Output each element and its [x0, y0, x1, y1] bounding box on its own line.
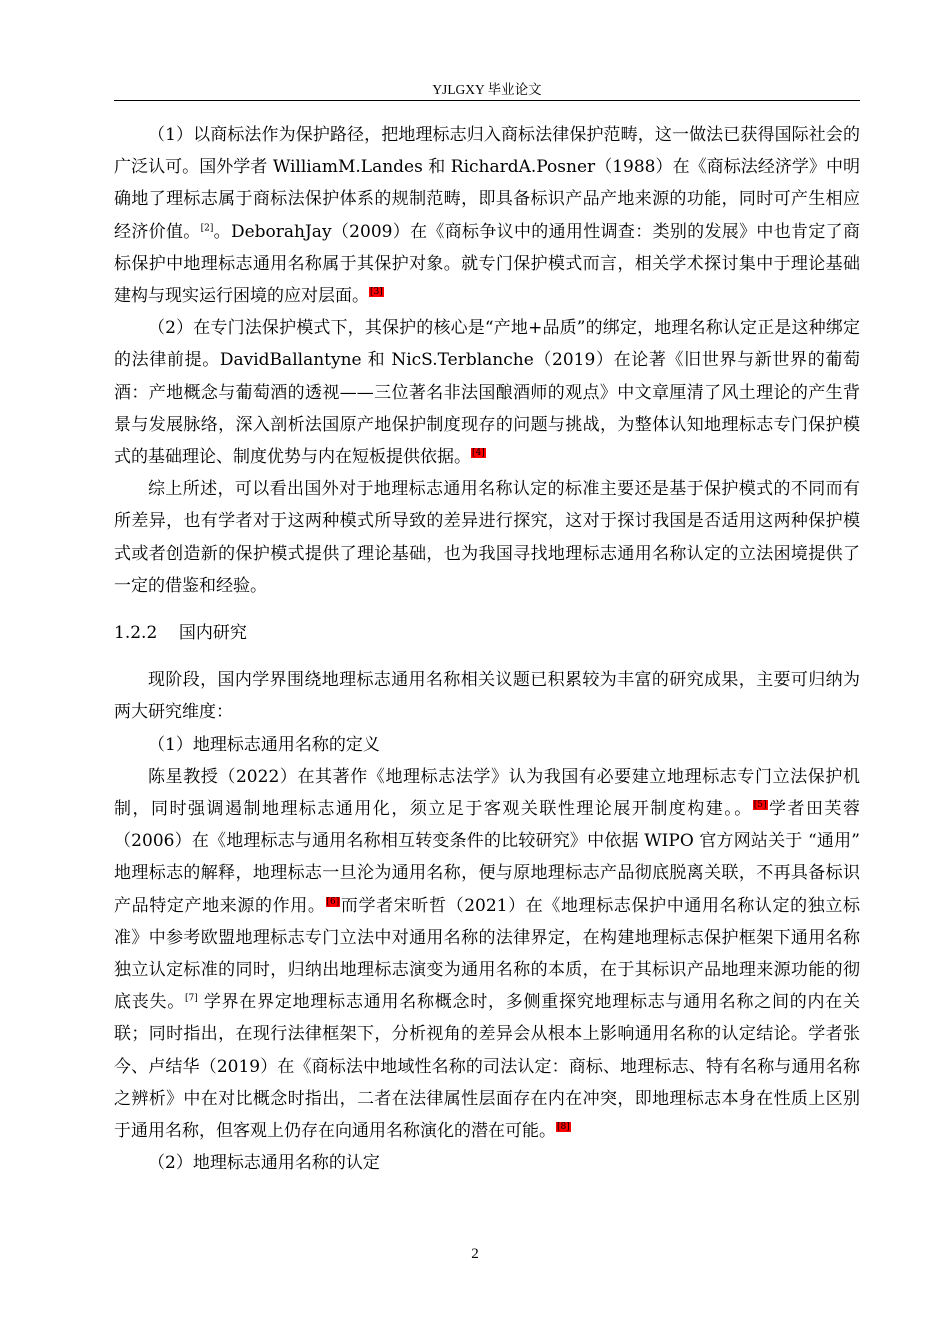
subheading-identification: （2）地理标志通用名称的认定 [148, 1153, 380, 1174]
paragraph-trademark-protection [114, 119, 860, 312]
document-body [114, 119, 860, 1180]
citation-ref-highlighted: [4] [472, 448, 485, 459]
subheading-definition: （1）地理标志通用名称的定义 [148, 734, 380, 755]
paragraph-text: 陈星教授（2022）在其著作《地理标志法学》认为我国有必要建立地理标志专门立法保护机制，同时强调遏制地理标志通用化，须立足于客观关联性理论展开制度构建。。 [114, 766, 860, 820]
citation-ref: [7] [185, 993, 198, 1004]
citation-ref: [2] [200, 222, 214, 233]
citation-ref-highlighted: [3] [370, 287, 383, 298]
citation-ref-highlighted: [6] [326, 897, 340, 908]
paragraph-definition-research [114, 761, 860, 1147]
paragraph-text: 而学者宋昕哲（2021）在《地理标志保护中通用名称认定的独立标准》中参考欧盟地理标志专门立法中对通用名称的法律界定，在构建地理标志保护框架下通用名称独立认定标准的同时，归纳出地理标志演变为通用名称的本质，在于其标识产品地理来源功能的彻底丧失。 [114, 895, 861, 1013]
running-header: YJLGXY 毕业论文 [432, 82, 542, 97]
section-title: 国内研究 [178, 623, 247, 644]
paragraph-text: 学界在界定地理标志通用名称概念时，多侧重探究地理标志与通用名称之间的内在关联；同时指出，在现行法律框架下，分析视角的差异会从根本上影响通用名称的认定结论。学者张今、卢结华（2019）在《商标法中地域性名称的司法认定：商标、地理标志、特有名称与通用名称之辨析》中在对比概念时指出，二者在法律属性层面存在内在冲突，即地理标志本身在性质上区别于通用名称，但客观上仍存在向通用名称演化的潜在可能。 [114, 992, 861, 1142]
section-number: 1.2.2 [114, 623, 158, 644]
paragraph-domestic-intro: 现阶段，国内学界围绕地理标志通用名称相关议题已积累较为丰富的研究成果，主要可归纳为两大研究维度： [114, 670, 860, 723]
page-number: 2 [471, 1246, 479, 1262]
section-heading [114, 617, 860, 649]
paragraph-summary: 综上所述，可以看出国外对于地理标志通用名称认定的标准主要还是基于保护模式的不同而有所差异，也有学者对于这两种模式所导致的差异进行探究，这对于探讨我国是否适用这两种保护模式或者创造新的保护模式提供了理论基础，也为我国寻找地理标志通用名称认定的立法困境提供了一定的借鉴和经验。 [114, 479, 860, 596]
paragraph-special-law-protection [114, 312, 860, 473]
paragraph-text: （2）在专门法保护模式下，其保护的核心是“产地+品质”的绑定，地理名称认定正是这种绑定的法律前提。DavidBallantyne 和 NicS.Terblanche（2019）在论著《旧世界与新世界的葡萄酒：产地概念与葡萄酒的透视——三位著名非法国酿酒师的观点》中文章厘清了风土理论的产生背景与发展脉络，深入剖析法国原产地保护制度现存的问题与挑战，为整体认知地理标志专门保护模式的基础理论、制度优势与内在短板提供依据。 [114, 318, 860, 468]
citation-ref-highlighted: [5] [753, 800, 767, 811]
paragraph-text: 。DeborahJay（2009）在《商标争议中的通用性调查：类别的发展》中也肯定了商标保护中地理标志通用名称属于其保护对象。就专门保护模式而言，相关学术探讨集中于理论基础建构与现实运行困境的应对层面。 [114, 221, 861, 307]
paragraph-text: 学者田芙蓉（2006）在《地理标志与通用名称相互转变条件的比较研究》中依据 WIPO 官方网站关于 “通用” 地理标志的解释，地理标志一旦沦为通用名称，便与原地理标志产品彻底脱离关联，不再具备标识产品特定产地来源的作用。 [114, 799, 860, 916]
citation-ref-highlighted: [8] [557, 1122, 570, 1133]
paragraph-text: （1）以商标法作为保护路径，把地理标志归入商标法律保护范畴，这一做法已获得国际社会的广泛认可。国外学者 WilliamM.Landes 和 RichardA.Posner（1988）在《商标法经济学》中明确地了理标志属于商标法保护体系的规制范畴，即具备标识产品产地来源的功能，同时可产生相应经济价值。 [114, 125, 860, 242]
header-rule [114, 100, 860, 101]
